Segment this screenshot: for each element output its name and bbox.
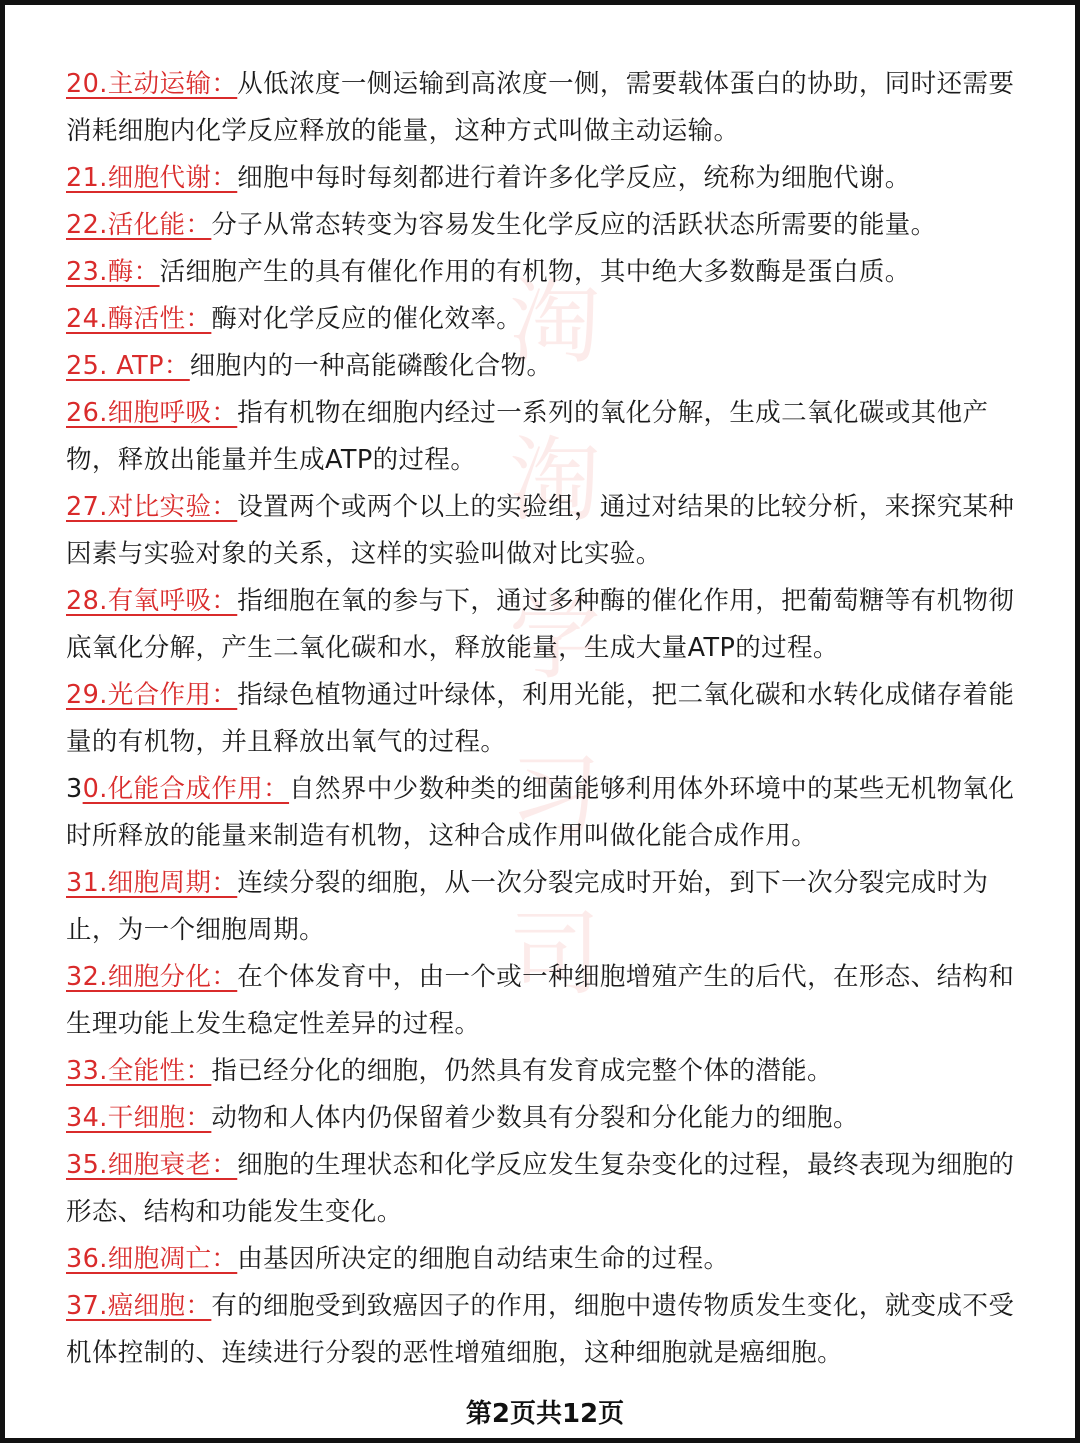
entry-definition: 动物和人体内仍保留着少数具有分裂和分化能力的细胞。 [211, 1103, 859, 1133]
glossary-entry [66, 1142, 1021, 1236]
entry-term: 24.酶活性： [66, 304, 212, 334]
entry-definition: 连续分裂的细胞，从一次分裂完成时开始，到下一次分裂完成时为止，为一个细胞周期。 [66, 868, 989, 945]
entry-definition: 有的细胞受到致癌因子的作用，细胞中遗传物质发生变化，就变成不受机体控制的、连续进行分裂的恶性增殖细胞，这种细胞就是癌细胞。 [66, 1291, 1015, 1368]
watermark-char: 司 [508, 901, 601, 1008]
glossary-entry [66, 484, 1021, 578]
entry-term: 32.细胞分化： [66, 962, 238, 992]
entry-definition: 在个体发育中，由一个或一种细胞增殖产生的后代，在形态、结构和生理功能上发生稳定性差异的过程。 [66, 962, 1015, 1039]
entry-definition: 指有机物在细胞内经过一系列的氧化分解，生成二氧化碳或其他产物，释放出能量并生成ATP的过程。 [66, 398, 989, 475]
entry-term: 28.有氧呼吸： [66, 586, 238, 616]
entry-term: 0.化能合成作用： [82, 774, 290, 804]
entry-term: 36.细胞凋亡： [66, 1244, 238, 1274]
entry-definition: 酶对化学反应的催化效率。 [211, 304, 523, 334]
entry-term: 35.细胞衰老： [66, 1150, 238, 1180]
entry-term: 33.全能性： [66, 1056, 212, 1086]
watermark-char: 习 [508, 743, 601, 850]
entry-definition: 自然界中少数种类的细菌能够利用体外环境中的某些无机物氧化时所释放的能量来制造有机物，这种合成作用叫做化能合成作用。 [66, 774, 1015, 851]
entry-definition: 细胞的生理状态和化学反应发生复杂变化的过程，最终表现为细胞的形态、结构和功能发生变化。 [66, 1150, 1015, 1227]
entry-term: 37.癌细胞： [66, 1291, 212, 1321]
entry-definition: 指绿色植物通过叶绿体，利用光能，把二氧化碳和水转化成储存着能量的有机物，并且释放出氧气的过程。 [66, 680, 1015, 757]
entry-number-prefix: 3 [66, 774, 83, 804]
page-number: 第2页共12页 [465, 1399, 625, 1429]
entry-term: 25. ATP： [66, 351, 190, 381]
entry-definition: 细胞内的一种高能磷酸化合物。 [189, 351, 553, 381]
entry-term: 20.主动运输： [66, 69, 238, 99]
glossary-entry [66, 1048, 1021, 1095]
glossary-entry [66, 61, 1021, 155]
entry-definition: 从低浓度一侧运输到高浓度一侧，需要载体蛋白的协助，同时还需要消耗细胞内化学反应释放的能量，这种方式叫做主动运输。 [66, 69, 1015, 146]
glossary-entry [66, 1283, 1021, 1377]
glossary-entry [66, 202, 1021, 249]
glossary-list [66, 61, 1021, 1377]
entry-definition: 分子从常态转变为容易发生化学反应的活跃状态所需要的能量。 [211, 210, 937, 240]
entry-term: 34.干细胞： [66, 1103, 212, 1133]
glossary-entry [66, 954, 1021, 1048]
entry-term: 22.活化能： [66, 210, 212, 240]
entry-term: 21.细胞代谢： [66, 163, 238, 193]
glossary-entry [66, 860, 1021, 954]
glossary-entry [66, 390, 1021, 484]
glossary-entry [66, 672, 1021, 766]
entry-definition: 活细胞产生的具有催化作用的有机物，其中绝大多数酶是蛋白质。 [159, 257, 911, 287]
entry-definition: 细胞中每时每刻都进行着许多化学反应，统称为细胞代谢。 [237, 163, 911, 193]
glossary-entry [66, 155, 1021, 202]
entry-definition: 设置两个或两个以上的实验组，通过对结果的比较分析，来探究某种因素与实验对象的关系，这样的实验叫做对比实验。 [66, 492, 1015, 569]
glossary-entry [66, 1236, 1021, 1283]
entry-term: 27.对比实验： [66, 492, 238, 522]
glossary-entry [66, 578, 1021, 672]
entry-term: 31.细胞周期： [66, 868, 238, 898]
watermark-char: 淘 [508, 269, 601, 376]
glossary-entry [66, 766, 1021, 860]
entry-definition: 指已经分化的细胞，仍然具有发育成完整个体的潜能。 [211, 1056, 833, 1086]
entry-term: 29.光合作用： [66, 680, 238, 710]
watermark-char: 学 [508, 585, 601, 692]
entry-term: 26.细胞呼吸： [66, 398, 238, 428]
watermark-char: 淘 [508, 427, 601, 534]
glossary-entry [66, 1095, 1021, 1142]
entry-definition: 指细胞在氧的参与下，通过多种酶的催化作用，把葡萄糖等有机物彻底氧化分解，产生二氧化碳和水，释放能量，生成大量ATP的过程。 [66, 586, 1015, 663]
entry-term: 23.酶： [66, 257, 160, 287]
glossary-entry [66, 296, 1021, 343]
glossary-entry [66, 343, 1021, 390]
glossary-entry [66, 249, 1021, 296]
entry-definition: 由基因所决定的细胞自动结束生命的过程。 [237, 1244, 730, 1274]
